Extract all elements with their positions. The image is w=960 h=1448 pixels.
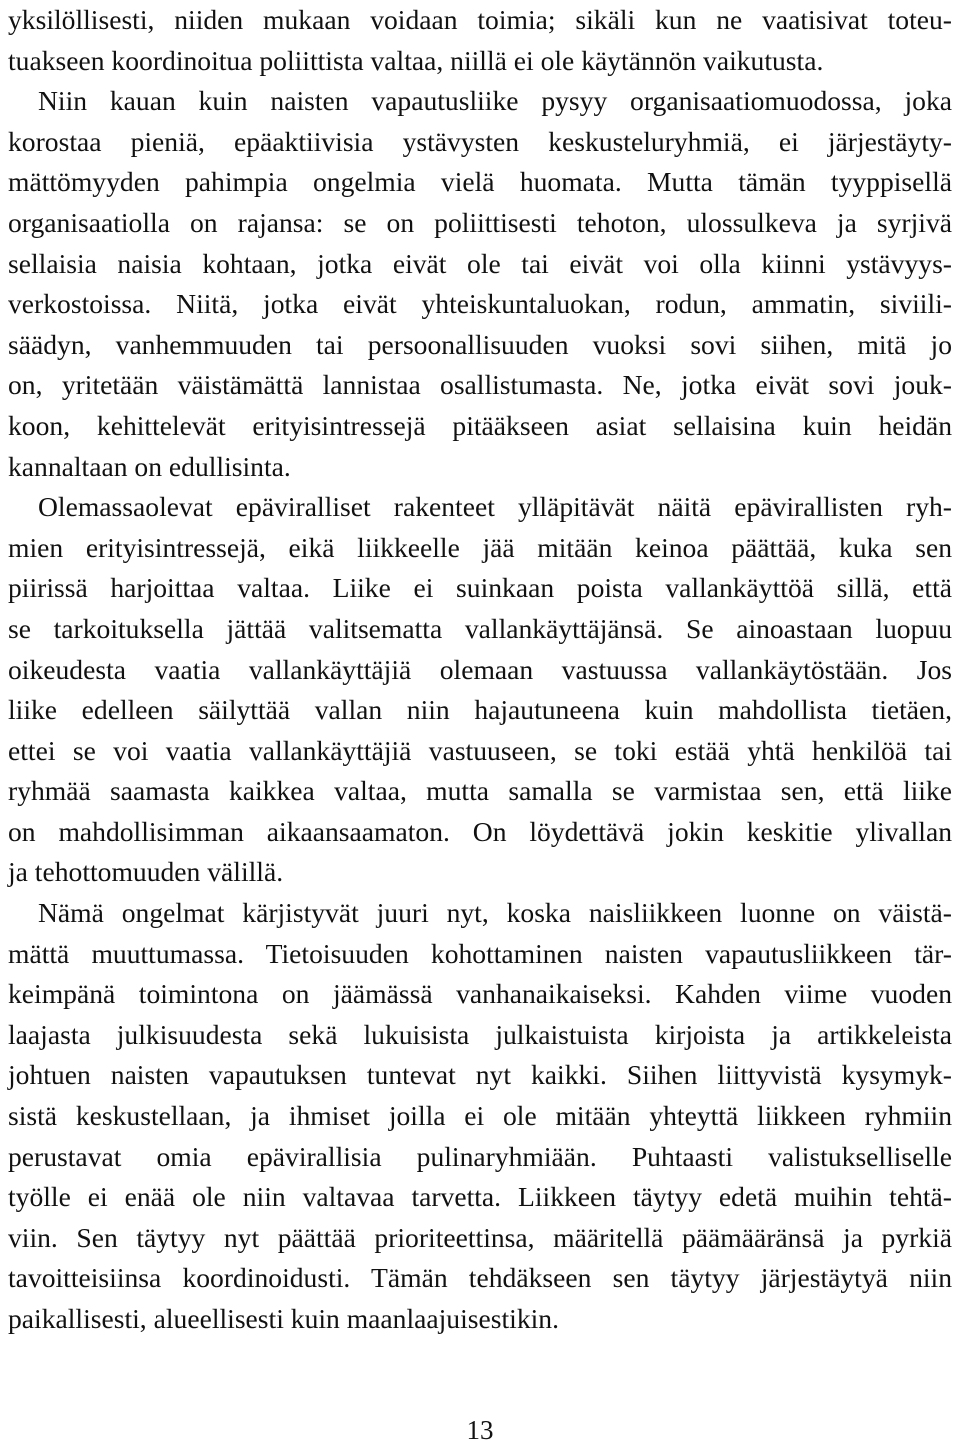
- text-line: piirissä harjoittaa valtaa. Liike ei suinkaan poista vallankäyttöä sillä, että: [8, 572, 952, 604]
- text-line: Niin kauan kuin naisten vapautusliike pysyy organisaatiomuodossa, joka: [38, 85, 952, 117]
- document-page: [8, 0, 952, 1340]
- text-line: perustavat omia epävirallisia pulinaryhmiään. Puhtaasti valistukselliselle: [8, 1140, 952, 1172]
- text-line: sistä keskustellaan, ja ihmiset joilla ei ole mitään yhteyttä liikkeen ryhmiin: [8, 1100, 952, 1132]
- text-line: paikallisesti, alueellisesti kuin maanlaajuisestikin.: [8, 1303, 559, 1334]
- text-line: tuakseen koordinoitua poliittista valtaa, niillä ei ole käytännön vaikutusta.: [8, 44, 824, 76]
- text-line: keimpänä toimintona on jäämässä vanhanaikaiseksi. Kahden viime vuoden: [8, 978, 952, 1010]
- text-line: verkostoissa. Niitä, jotka eivät yhteiskuntaluokan, rodun, ammatin, siviili-: [8, 288, 952, 320]
- text-line: on mahdollisimman aikaansaamaton. On löydettävä jokin keskitie ylivallan: [8, 815, 952, 847]
- text-line: Nämä ongelmat kärjistyvät juuri nyt, koska naisliikkeen luonne on väistä-: [38, 897, 952, 929]
- text-line: organisaatiolla on rajansa: se on poliittisesti tehoton, ulossulkeva ja syrjivä: [8, 206, 952, 238]
- text-line: ettei se voi vaatia vallankäyttäjiä vastuuseen, se toki estää yhtä henkilöä tai: [8, 734, 952, 766]
- text-line: liike edelleen säilyttää vallan niin hajautuneena kuin mahdollista tietäen,: [8, 694, 952, 726]
- text-line: mättömyyden pahimpia ongelmia vielä huomata. Mutta tämän tyyppisellä: [8, 166, 952, 198]
- text-line: laajasta julkisuudesta sekä lukuisista julkaistuista kirjoista ja artikkeleista: [8, 1018, 952, 1050]
- text-line: säädyn, vanhemmuuden tai persoonallisuuden vuoksi sovi siihen, mitä jo: [8, 328, 952, 360]
- text-line: on, yritetään väistämättä lannistaa osallistumasta. Ne, jotka eivät sovi jouk-: [8, 369, 952, 401]
- body-text: [8, 0, 952, 1340]
- text-line: mättä muuttumassa. Tietoisuuden kohottaminen naisten vapautusliikkeen tär-: [8, 937, 952, 969]
- text-line: koon, kehittelevät erityisintressejä pitääkseen asiat sellaisina kuin heidän: [8, 409, 952, 441]
- text-line: työlle ei enää ole niin valtavaa tarvetta. Liikkeen täytyy edetä muihin tehtä-: [8, 1181, 952, 1213]
- text-line: yksilöllisesti, niiden mukaan voidaan toimia; sikäli kun ne vaatisivat toteu-: [8, 4, 952, 35]
- page-number: 13: [466, 1415, 494, 1445]
- text-line: viin. Sen täytyy nyt päättää prioriteettinsa, määritellä päämääränsä ja pyrkiä: [8, 1221, 952, 1253]
- text-line: se tarkoituksella jättää valitsematta vallankäyttäjänsä. Se ainoastaan luopuu: [8, 612, 952, 644]
- text-line: kannaltaan on edullisinta.: [8, 450, 291, 482]
- text-line: korostaa pieniä, epäaktiivisia ystävysten keskusteluryhmiä, ei järjestäyty-: [8, 125, 952, 157]
- text-line: mien erityisintressejä, eikä liikkeelle jää mitään keinoa päättää, kuka sen: [8, 531, 952, 563]
- text-line: oikeudesta vaatia vallankäyttäjiä olemaan vastuussa vallankäytöstään. Jos: [8, 653, 952, 685]
- text-line: ryhmää saamasta kaikkea valtaa, mutta samalla se varmistaa sen, että liike: [8, 775, 952, 807]
- text-line: ja tehottomuuden välillä.: [8, 856, 284, 888]
- text-line: Olemassaolevat epäviralliset rakenteet ylläpitävät näitä epävirallisten ryh-: [38, 491, 952, 523]
- text-line: sellaisia naisia kohtaan, jotka eivät ole tai eivät voi olla kiinni ystävyys-: [8, 247, 952, 279]
- text-line: johtuen naisten vapautuksen tuntevat nyt kaikki. Siihen liittyvistä kysymyk-: [8, 1059, 952, 1091]
- text-line: tavoitteisiinsa koordinoidusti. Tämän tehdäkseen sen täytyy järjestäytyä niin: [8, 1262, 952, 1294]
